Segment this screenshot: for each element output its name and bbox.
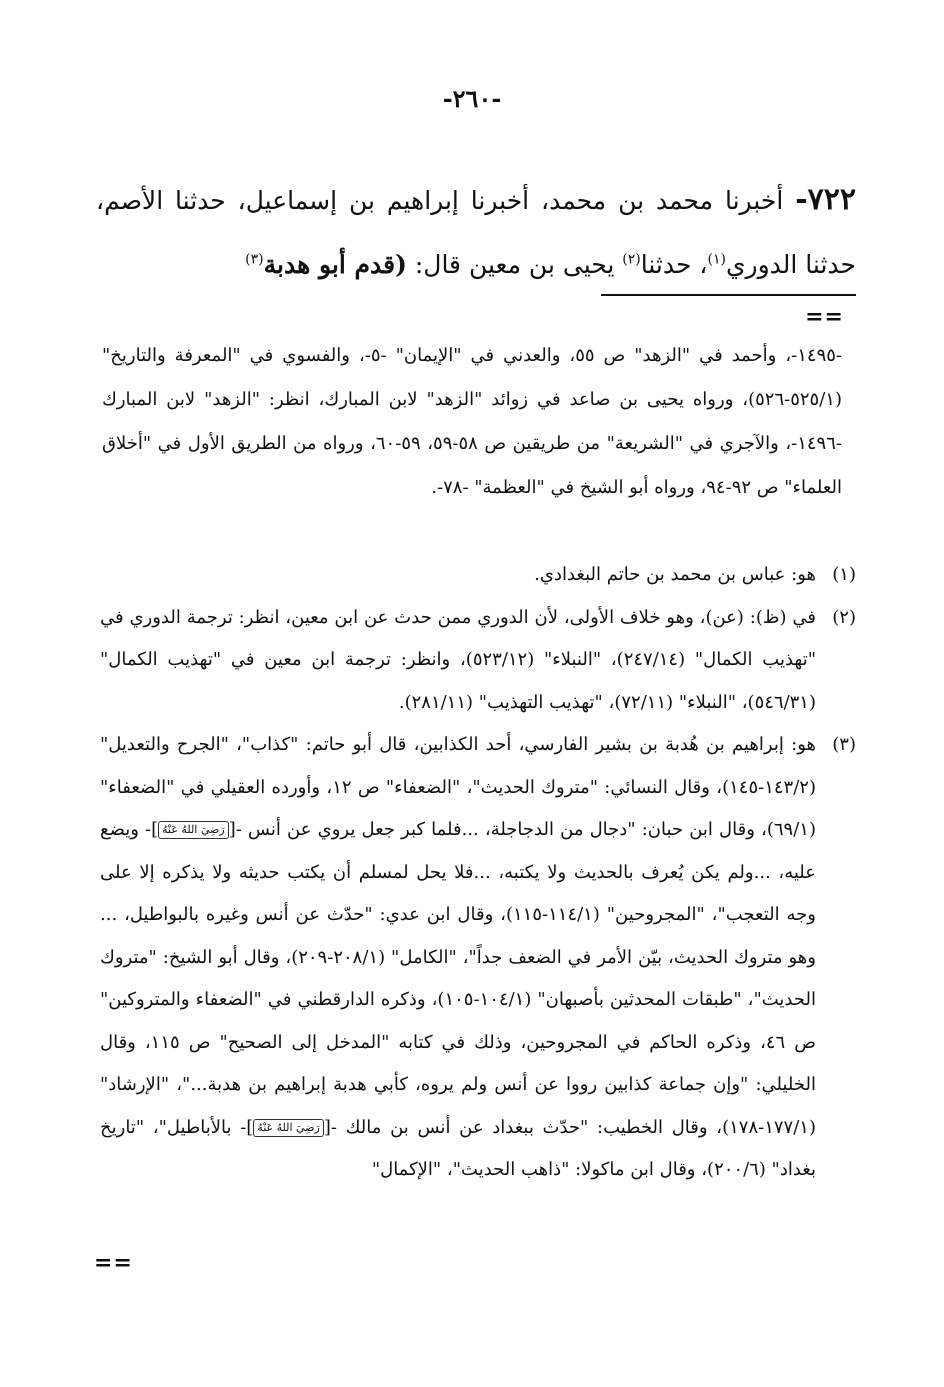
footnote-ref-1[interactable]: (١) [707, 251, 726, 268]
footnote-3 [100, 724, 856, 1192]
footnote-marker: (٣) [832, 734, 856, 755]
page-number: -٢٦٠- [442, 84, 502, 113]
honorific-glyph: رَضِيَ اللهُ عَنْهُ [253, 1119, 324, 1137]
footnote-text-part2: ]- ويضع عليه، ...ولم يكن يُعرف بالحديث ولا يكتبه، ...فلا يحل لمسلم أن يكتب حديثه ولا يذكره إلا على وجه التعجب"، "المجروحين" (١١٤/١-١١٥)، وقال ابن عدي: "حدّث عن أنس وغيره بالبواطيل، ... وهو متروك الحديث، بيّن الأمر في الضعف جداً"، "الكامل" (٢٠٨/١-٢٠٩)، وقال أبو الشيخ: "متروك الحديث"، "طبقات المحدثين بأصبهان" (١٠٤/١-١٠٥)، وذكره الدارقطني في "الضعفاء والمتروكين" ص ٤٦، وذكره الحاكم في المجروحين، وذلك في كتابه "المدخل إلى الصحيح" ص ١١٥، وقال الخليلي: "وإن جماعة كذابين رووا عن أنس ولم يروه، كأبي هدبة إبراهيم بن هدبة..."، "الإرشاد" (١٧٧/١-١٧٨)، وقال الخطيب: "حدّث ببغداد عن أنس بن مالك -[ [100, 819, 816, 1138]
continuation-mark-top: == [805, 304, 844, 330]
hadith-number-dash: - [795, 182, 808, 217]
footnote-ref-2[interactable]: (٢) [622, 251, 641, 268]
hadith-chain-part3: يحيى بن معين قال: [406, 250, 623, 279]
footnote-2 [100, 597, 856, 725]
hadith-number: ٧٢٢ [807, 182, 856, 217]
footnote-text-part3: ]- بالأباطيل"، "تاريخ بغداد" (٢٠٠/٦)، وقال ابن ماكولا: "ذاهب الحديث"، "الإكمال" [100, 1116, 816, 1180]
footnote-ref-3[interactable]: (٣) [245, 251, 264, 268]
continued-footnote: -١٤٩٥-، وأحمد في "الزهد" ص ٥٥، والعدني في "الإيمان" -٥-، والفسوي في "المعرفة والتاريخ" (٥٢٥/١-٥٢٦)، ورواه يحيى بن صاعد في زوائد "الزهد" لابن المبارك، انظر: "الزهد" لابن المبارك -١٤٩٦-، والآجري في "الشريعة" من طريقين ص ٥٨-٥٩، ٥٩-٦٠، ورواه من الطريق الأول في "أخلاق العلماء" ص ٩٢-٩٤، ورواه أبو الشيخ في "العظمة" -٧٨-. [102, 345, 843, 498]
hadith-text [96, 168, 856, 297]
hadith-quote-start: (قدم أبو هدبة [263, 250, 407, 279]
footnote-marker: (١) [832, 564, 856, 585]
honorific-glyph: رَضِيَ اللهُ عَنْهُ [158, 821, 229, 839]
hadith-chain-part1: أخبرنا محمد بن محمد، أخبرنا إبراهيم بن إسماعيل، حدثنا الأصم، حدثنا الدوري [96, 186, 856, 279]
footnote-1 [100, 554, 856, 597]
footnote-separator-line [601, 294, 856, 296]
footnote-text: في (ظ): (عن)، وهو خلاف الأولى، لأن الدوري ممن حدث عن ابن معين، انظر: ترجمة الدوري في "تهذيب الكمال" (٢٤٧/١٤)، "النبلاء" (٥٢٣/١٢)، وانظر: ترجمة ابن معين في "تهذيب الكمال" (٥٤٦/٣١)، "النبلاء" (٧٢/١١)، "تهذيب التهذيب" (٢٨١/١١). [100, 606, 816, 713]
continuation-mark-bottom: == [94, 1250, 133, 1276]
footnote-text-part1: هو: إبراهيم بن هُدبة بن بشير الفارسي، أحد الكذابين، قال أبو حاتم: "كذاب"، "الجرح والتعديل" (١٤٣/٢-١٤٥)، وقال النسائي: "متروك الحديث"، "الضعفاء" ص ١٢، وأورده العقيلي في "الضعفاء" (٦٩/١)، وقال ابن حبان: "دجال من الدجاجلة، ...فلما كبر جعل يروي عن أنس -[ [100, 734, 816, 840]
footnote-marker: (٢) [832, 606, 856, 628]
footnotes-section [100, 554, 856, 1192]
footnote-text: هو: عباس بن محمد بن حاتم البغدادي. [534, 564, 816, 585]
hadith-chain-part2: ، حدثنا [640, 250, 708, 279]
